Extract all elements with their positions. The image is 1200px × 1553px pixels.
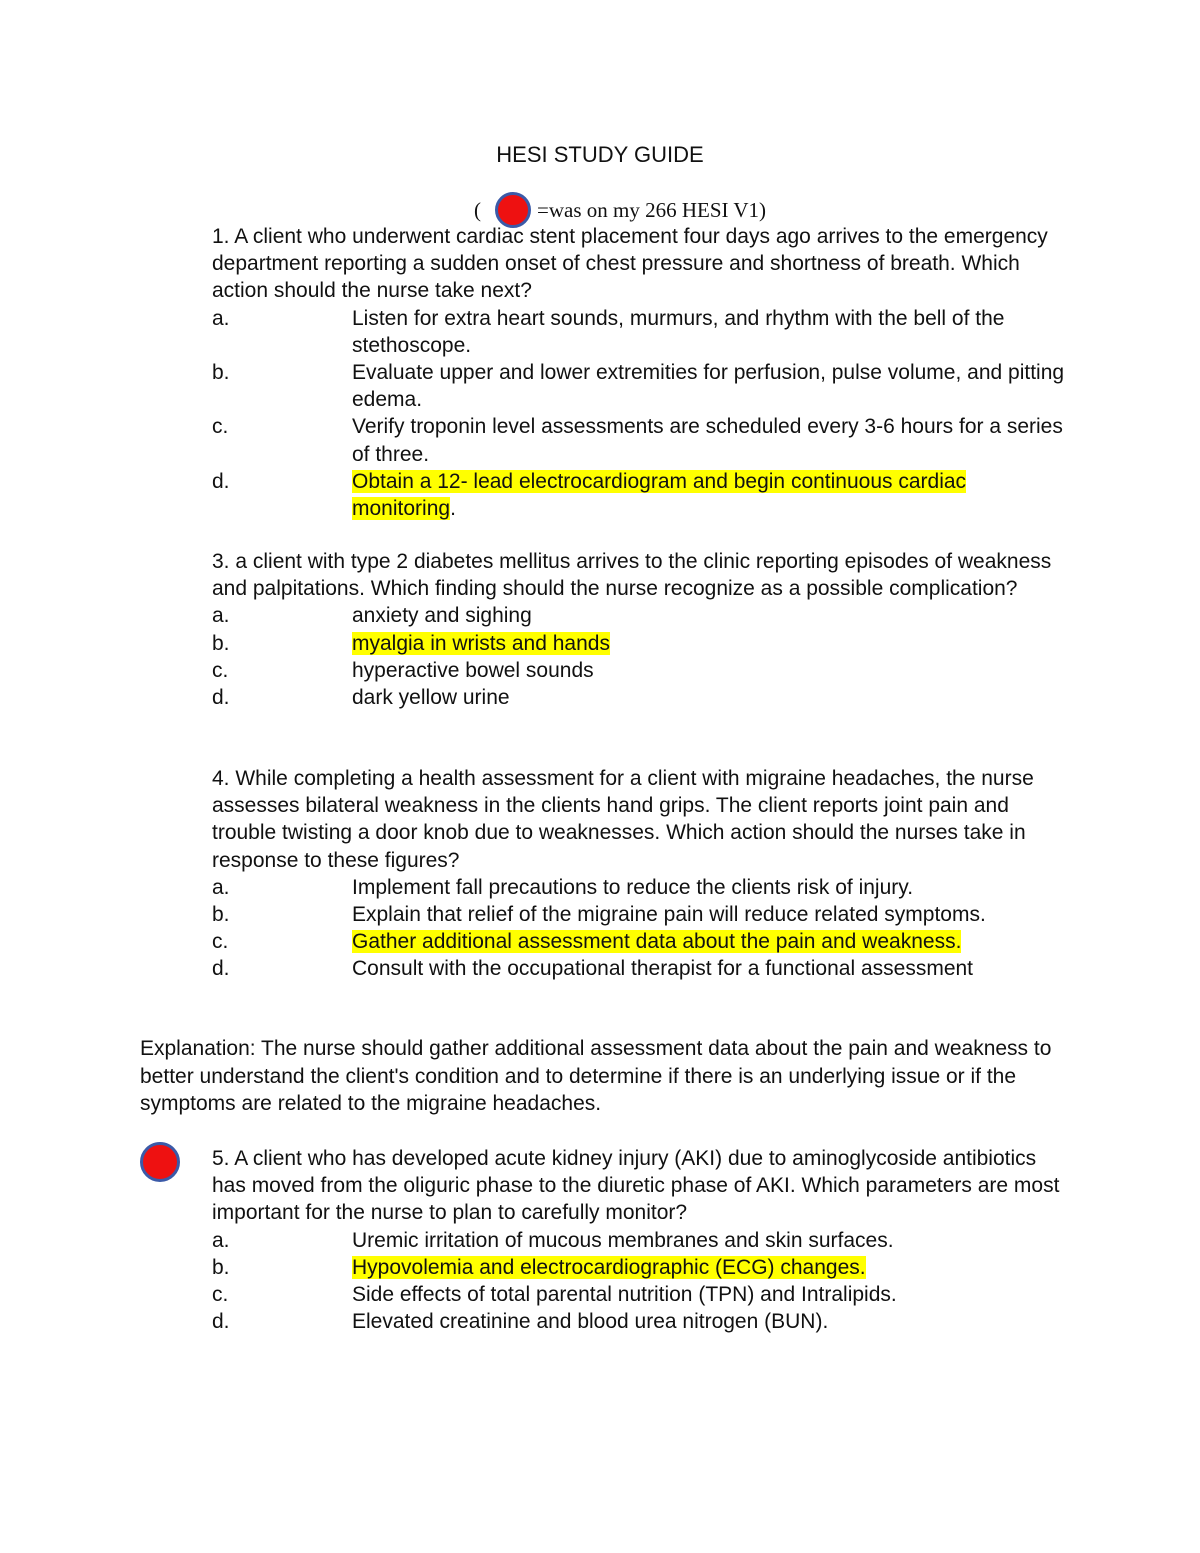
red-dot-icon <box>140 1142 180 1182</box>
option-b-answer: b. myalgia in wrists and hands <box>212 631 610 655</box>
option-a: a. Uremic irritation of mucous membranes and skin surfaces. <box>212 1228 894 1252</box>
page-title: HESI STUDY GUIDE <box>496 142 704 167</box>
option-d: d. Consult with the occupational therapist for a functional assessment <box>212 957 974 981</box>
legend-open-paren: ( <box>474 198 481 222</box>
highlighted-answer: Hypovolemia and electrocardiographic (ECG) changes. <box>352 1255 866 1279</box>
legend <box>474 196 766 224</box>
highlighted-answer: Obtain a 12- lead electrocardiogram and begin continuous cardiac monitoring <box>352 469 967 521</box>
question-3 <box>212 548 1072 711</box>
option-c: c. hyperactive bowel sounds <box>212 658 594 682</box>
question-4 <box>212 765 1072 983</box>
option-a: a. anxiety and sighing <box>212 604 532 628</box>
highlighted-answer: Gather additional assessment data about the pain and weakness. <box>352 930 962 954</box>
option-c: c. Verify troponin level assessments are scheduled every 3-6 hours for a series of three. <box>212 415 1063 466</box>
option-a: a. Implement fall precautions to reduce the clients risk of injury. <box>212 875 914 899</box>
question-5 <box>212 1145 1072 1335</box>
option-d: d. Elevated creatinine and blood urea nitrogen (BUN). <box>212 1310 829 1334</box>
option-a: a. Listen for extra heart sounds, murmurs, and rhythm with the bell of the stethoscope. <box>212 306 1005 357</box>
option-b: b. Evaluate upper and lower extremities for perfusion, pulse volume, and pitting edema. <box>212 361 1065 412</box>
explanation: Explanation: The nurse should gather additional assessment data about the pain and weakness to better understand the client's condition and to determine if there is an underlying issue or if the symptoms are related to the migraine headaches. <box>140 1037 1052 1115</box>
question-1 <box>212 223 1072 522</box>
question-stem: 3. a client with type 2 diabetes mellitus arrives to the clinic reporting episodes of weakness and palpitations. Which finding should the nurse recognize as a possible complication? <box>212 550 1052 601</box>
question-stem: 4. While completing a health assessment for a client with migraine headaches, the nurse assesses bilateral weakness in the clients hand grips. The client reports joint pain and trouble twisting a door knob due to weaknesses. Which action should the nurses take in response to these figures? <box>212 767 1034 872</box>
highlighted-answer: myalgia in wrists and hands <box>352 631 610 655</box>
option-b-answer: b. Hypovolemia and electrocardiographic (ECG) changes. <box>212 1255 866 1279</box>
legend-text: =was on my 266 HESI V1) <box>537 198 767 222</box>
option-c: c. Side effects of total parental nutrition (TPN) and Intralipids. <box>212 1283 897 1307</box>
option-d: d. dark yellow urine <box>212 686 510 710</box>
question-stem: 5. A client who has developed acute kidney injury (AKI) due to aminoglycoside antibiotics has moved from the oliguric phase to the diuretic phase of AKI. Which parameters are most important for the nurse to plan to carefully monitor? <box>212 1147 1060 1225</box>
question-stem: 1. A client who underwent cardiac stent placement four days ago arrives to the emergency department reporting a sudden onset of chest pressure and shortness of breath. Which action should the nurse take next? <box>212 225 1048 303</box>
option-d-answer: d. Obtain a 12- lead electrocardiogram and begin continuous cardiac monitoring. <box>212 469 967 521</box>
option-b: b. Explain that relief of the migraine pain will reduce related symptoms. <box>212 903 986 927</box>
option-c-answer: c. Gather additional assessment data about the pain and weakness. <box>212 930 962 954</box>
